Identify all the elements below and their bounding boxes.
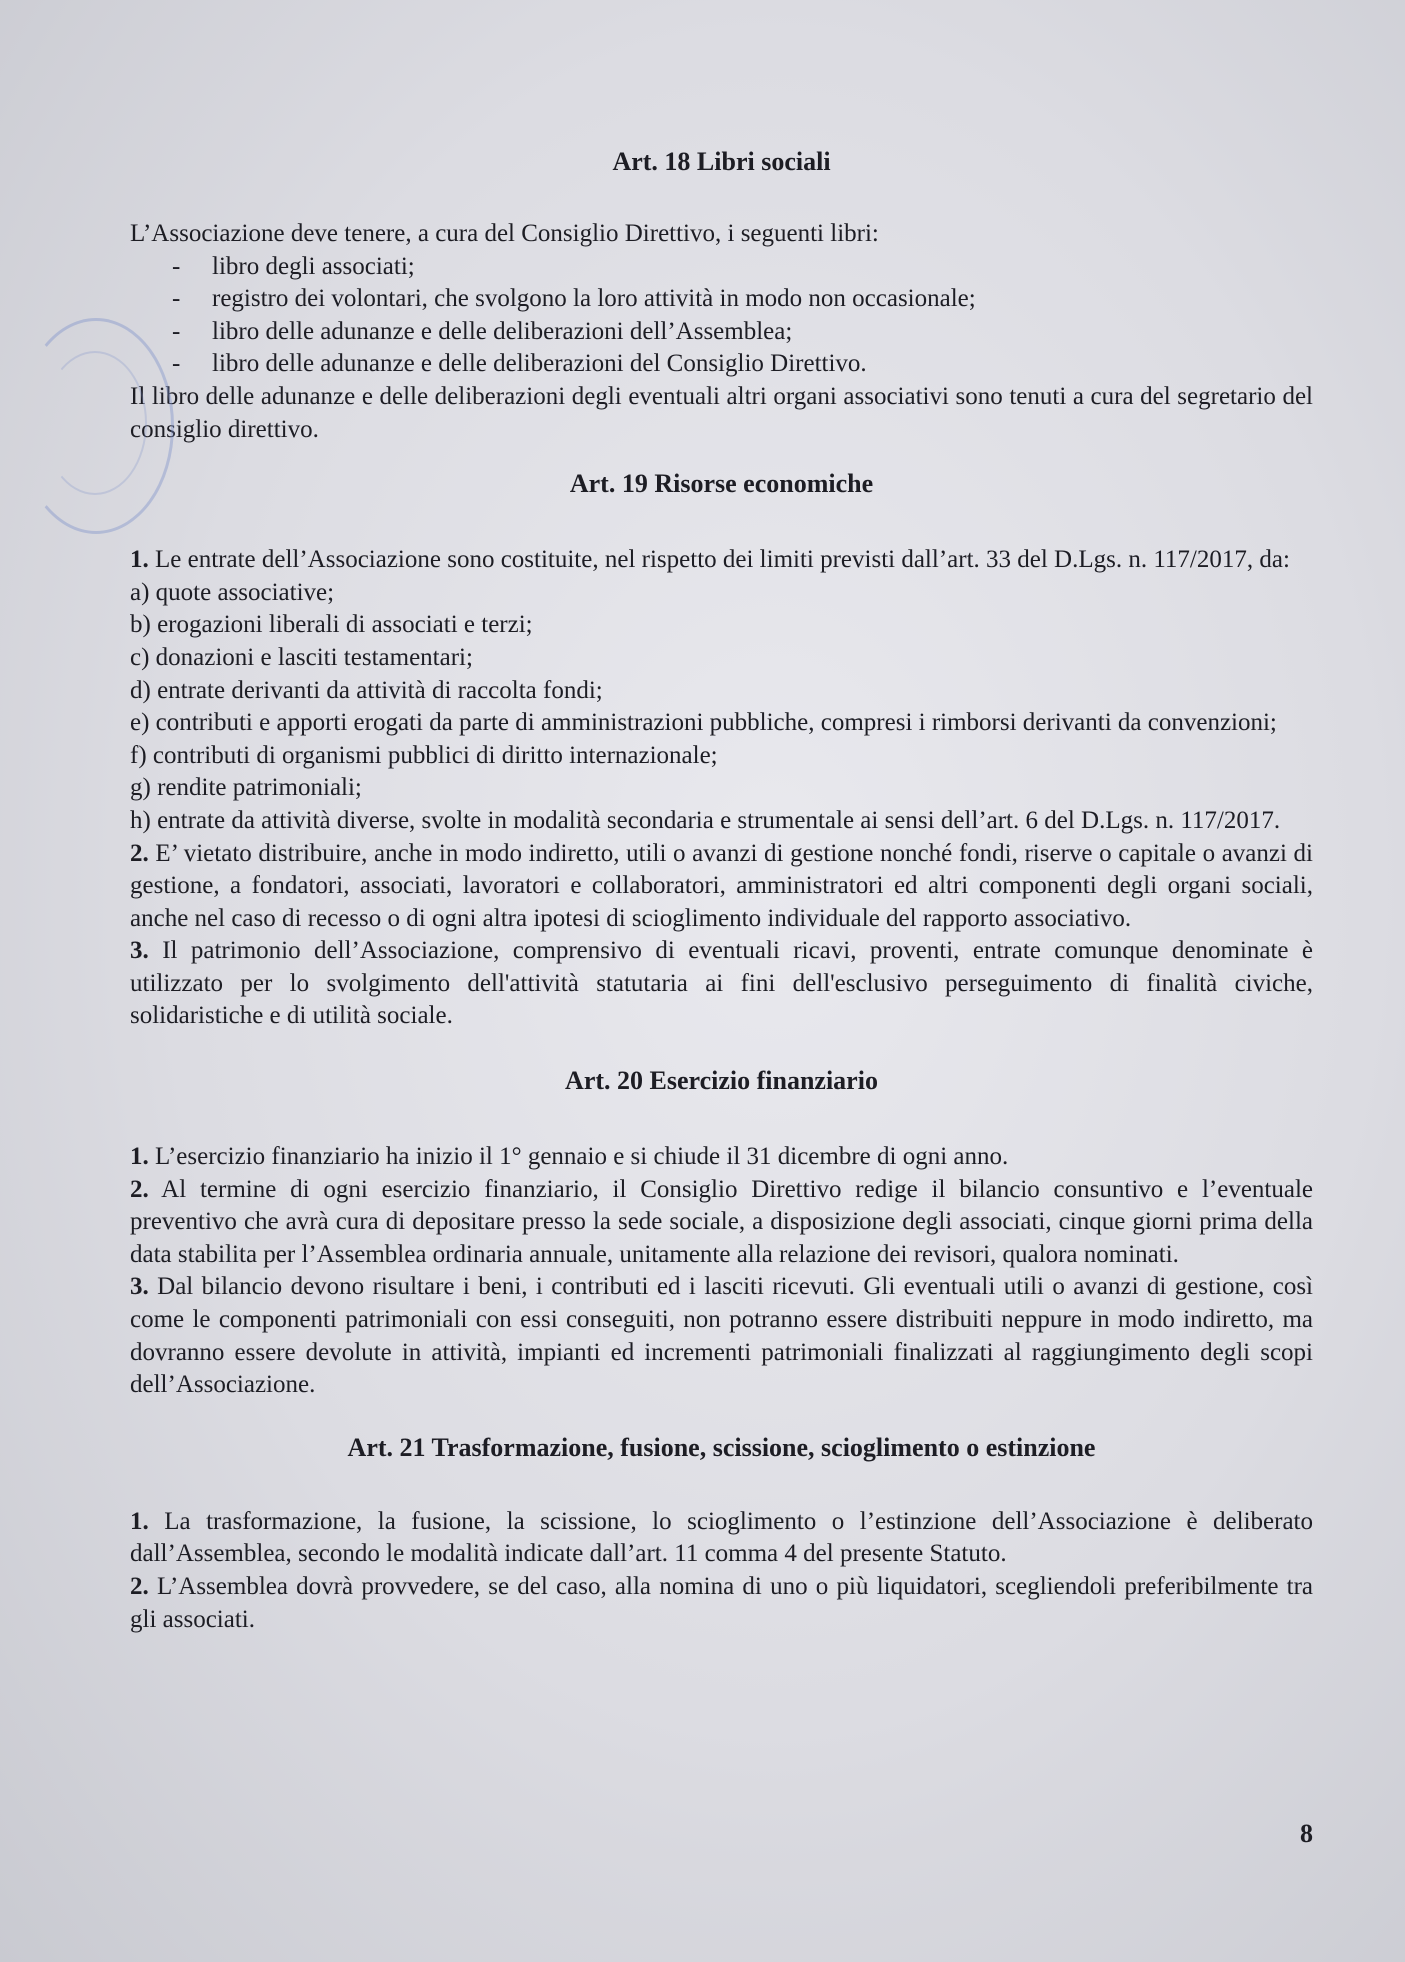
art19-title: Art. 19 Risorse economiche	[569, 469, 874, 499]
art18-closing: Il libro delle adunanze e delle deliberazioni degli eventuali altri organi associativi sono tenuti a cura del segretario del consiglio direttivo.	[130, 382, 1313, 443]
page-number: 8	[1300, 1819, 1313, 1848]
art21-p1	[130, 1506, 1313, 1571]
art18-intro: L’Associazione deve tenere, a cura del Consiglio Direttivo, i seguenti libri:	[130, 220, 879, 247]
list-item: - libro delle adunanze e delle deliberazioni del Consiglio Direttivo.	[172, 348, 1313, 381]
art20-p2	[130, 1174, 1313, 1272]
art21-p2	[130, 1571, 1313, 1636]
list-item: - libro delle adunanze e delle deliberazioni dell’Assemblea;	[172, 316, 1313, 349]
paragraph-text: E’ vietato distribuire, anche in modo indiretto, utili o avanzi di gestione nonché fondi, riserve o capitale o avanzi di gestione, a fondatori, associati, lavoratori e collaboratori, amministratori ed altri componenti degli organi sociali, anche nel caso di recesso o di ogni altra ipotesi di scioglimento individuale del rapporto associativo.	[130, 839, 1313, 932]
paragraph-number: 1.	[130, 1143, 149, 1171]
art20-title: Art. 20 Esercizio finanziario	[565, 1066, 878, 1096]
paragraph-number: 3.	[130, 937, 149, 965]
list-item: d) entrate derivanti da attività di raccolta fondi;	[130, 676, 603, 704]
art19-p1	[130, 544, 1313, 577]
list-item: - registro dei volontari, che svolgono la loro attività in modo non occasionale;	[172, 283, 1313, 316]
list-item: f) contributi di organismi pubblici di diritto internazionale;	[130, 741, 718, 769]
list-item: b) erogazioni liberali di associati e terzi;	[130, 611, 533, 639]
paragraph-number: 3.	[130, 1273, 149, 1301]
paragraph-text: La trasformazione, la fusione, la scissione, lo scioglimento o l’estinzione dell’Associazione è deliberato dall’Assemblea, secondo le modalità indicate dall’art. 11 comma 4 del presente Statuto.	[130, 1507, 1314, 1568]
paragraph-text: L’Assemblea dovrà provvedere, se del caso, alla nomina di uno o più liquidatori, scegliendoli preferibilmente tra gli associati.	[130, 1573, 1313, 1633]
art20-p3	[130, 1271, 1313, 1401]
art21-title: Art. 21 Trasformazione, fusione, scissione, scioglimento o estinzione	[347, 1432, 1096, 1462]
list-item: - libro degli associati;	[172, 251, 1313, 284]
paragraph-number: 2.	[130, 1573, 149, 1600]
art19-p3	[130, 935, 1313, 1033]
paragraph-text: Al termine di ogni esercizio finanziario, il Consiglio Direttivo redige il bilancio consuntivo e l’eventuale preventivo che avrà cura di depositare presso la sede sociale, a disposizione degli associati, cinque giorni prima della data stabilita per l’Assemblea ordinaria annuale, unitamente alla relazione dei revisori, qualora nominati.	[130, 1175, 1313, 1268]
paragraph-number: 2.	[130, 1175, 149, 1203]
list-item: e) contributi e apporti erogati da parte di amministrazioni pubbliche, compresi i rimborsi derivanti da convenzioni;	[130, 709, 1277, 737]
paragraph-number: 2.	[130, 839, 149, 867]
art18-list	[130, 251, 1313, 381]
art20-p1	[130, 1141, 1313, 1174]
paragraph-text: Il patrimonio dell’Associazione, comprensivo di eventuali ricavi, proventi, entrate comunque denominate è utilizzato per lo svolgimento dell'attività statutaria ai fini dell'esclusivo perseguimento di finalità civiche, solidaristiche e di utilità sociale.	[130, 937, 1314, 1030]
paragraph-text: L’esercizio finanziario ha inizio il 1° gennaio e si chiude il 31 dicembre di ogni anno.	[155, 1143, 1009, 1171]
paragraph-number: 1.	[130, 1507, 149, 1535]
list-item: h) entrate da attività diverse, svolte in modalità secondaria e strumentale ai sensi dell’art. 6 del D.Lgs. n. 117/2017.	[130, 806, 1281, 834]
paragraph-text: Dal bilancio devono risultare i beni, i contributi ed i lasciti ricevuti. Gli eventuali utili o avanzi di gestione, così come le componenti patrimoniali con essi conseguiti, non potranno essere distribuiti neppure in modo indiretto, ma dovranno essere devolute in attività, impianti ed incrementi patrimoniali finalizzati al raggiungimento degli scopi dell’Associazione.	[130, 1273, 1313, 1399]
paragraph-number: 1.	[130, 546, 149, 574]
art19-p2	[130, 838, 1313, 936]
list-item: a) quote associative;	[130, 578, 335, 606]
art18-title: Art. 18 Libri sociali	[612, 147, 831, 176]
paragraph-text: Le entrate dell’Associazione sono costituite, nel rispetto dei limiti previsti dall’art. 33 del D.Lgs. n. 117/2017, da:	[155, 546, 1290, 574]
list-item: c) donazioni e lasciti testamentari;	[130, 643, 473, 671]
list-item: g) rendite patrimoniali;	[130, 774, 362, 802]
